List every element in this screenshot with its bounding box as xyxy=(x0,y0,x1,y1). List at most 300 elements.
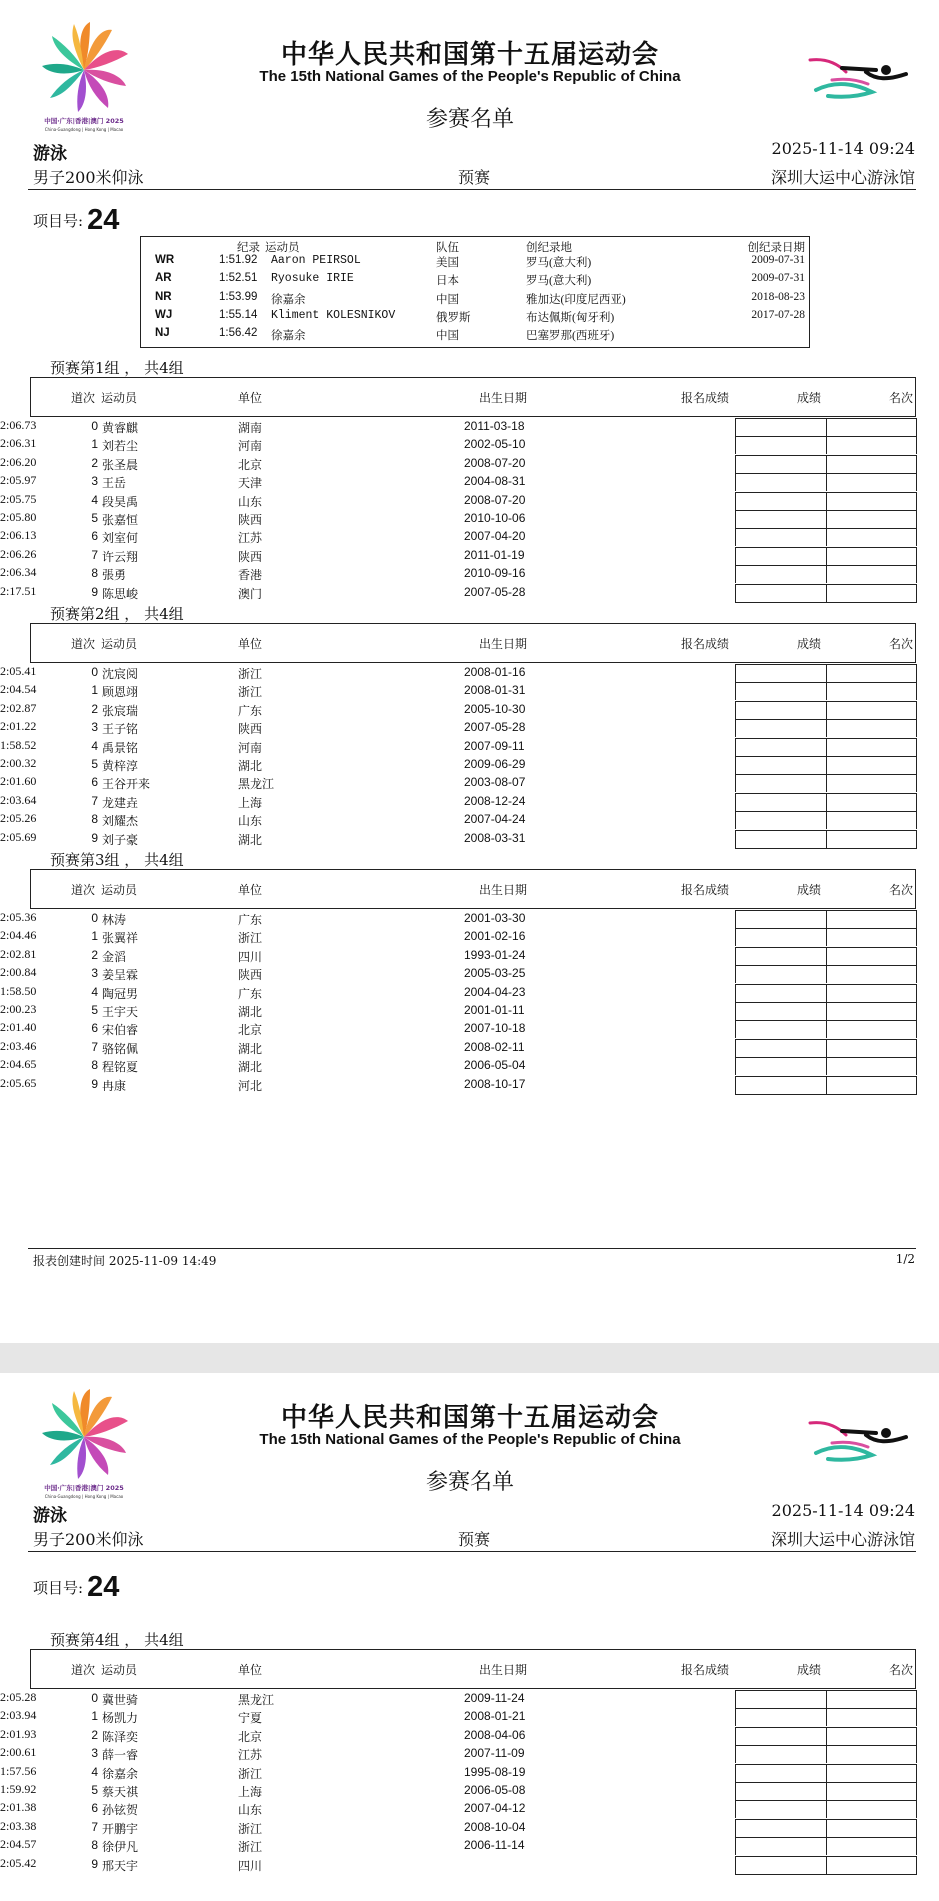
result-cell xyxy=(735,455,827,473)
lane-number: 3 xyxy=(91,474,98,489)
entry-time: 2:04.46 xyxy=(0,928,37,943)
athlete-unit: 广东 xyxy=(238,913,263,927)
athlete-unit: 上海 xyxy=(238,1785,263,1799)
result-cell xyxy=(735,1039,827,1057)
lane-number: 4 xyxy=(91,1764,98,1779)
entry-time: 1:59.92 xyxy=(0,1782,37,1796)
rank-cell xyxy=(826,1039,917,1057)
birth-date: 2007-05-28 xyxy=(464,720,526,735)
birth-date: 2008-02-11 xyxy=(464,1039,525,1054)
table-row xyxy=(0,584,939,603)
result-cell xyxy=(735,1764,827,1782)
table-row xyxy=(0,510,939,529)
entry-time: 2:05.75 xyxy=(0,491,37,506)
entry-time: 2:03.64 xyxy=(0,792,37,807)
games-title-en: The 15th National Games of the People's Republic of China xyxy=(259,68,681,85)
record-place: 罗马(意大利) xyxy=(526,275,592,288)
lane-number: 8 xyxy=(91,1838,98,1853)
rank-cell xyxy=(826,947,917,965)
athlete-unit: 浙江 xyxy=(238,1821,263,1836)
svg-text:China·Guangdong | Hong Kong |: China·Guangdong | Hong Kong | Macao xyxy=(44,127,124,132)
column-header-rank: 名次 xyxy=(889,883,914,897)
athlete-unit: 陕西 xyxy=(238,549,263,564)
phase-label: 预赛 xyxy=(458,168,491,187)
result-cell xyxy=(735,565,827,583)
birth-date: 2003-08-07 xyxy=(464,775,526,790)
column-header-result: 成绩 xyxy=(797,1663,822,1677)
result-cell xyxy=(735,1837,827,1855)
record-time: 1:55.14 xyxy=(219,308,258,321)
result-cell xyxy=(735,528,827,546)
header-divider xyxy=(28,1551,916,1552)
entry-time: 2:05.65 xyxy=(0,1075,37,1090)
rank-cell xyxy=(826,793,917,811)
lane-number: 0 xyxy=(91,911,98,925)
entry-time: 2:06.13 xyxy=(0,528,37,543)
entry-time: 1:58.52 xyxy=(0,737,37,752)
table-row xyxy=(0,1856,939,1875)
rank-cell xyxy=(826,756,917,774)
result-cell xyxy=(735,584,827,603)
birth-date: 2007-04-12 xyxy=(464,1801,526,1816)
athlete-unit: 河南 xyxy=(238,439,263,454)
birth-date: 2005-10-30 xyxy=(464,701,526,716)
athlete-unit: 河南 xyxy=(238,740,263,755)
rank-cell xyxy=(826,682,917,700)
rank-cell xyxy=(826,1764,917,1782)
table-row xyxy=(0,1764,939,1783)
lane-number: 6 xyxy=(91,1021,98,1036)
table-row xyxy=(0,774,939,793)
table-row xyxy=(0,793,939,812)
rank-cell xyxy=(826,1856,917,1875)
result-cell xyxy=(735,1020,827,1038)
lane-number: 6 xyxy=(91,775,98,790)
header-divider xyxy=(28,189,916,190)
athlete-unit: 浙江 xyxy=(238,685,263,700)
result-cell xyxy=(735,1076,827,1095)
birth-date: 2007-04-24 xyxy=(464,812,526,827)
entry-time: 2:01.22 xyxy=(0,719,37,734)
swimming-pictogram-icon xyxy=(806,1413,912,1473)
venue-name: 深圳大运中心游泳馆 xyxy=(770,168,915,187)
table-row xyxy=(0,984,939,1003)
heat-column-header xyxy=(30,623,916,663)
games-title-cn: 中华人民共和国第十五届运动会 xyxy=(280,1403,659,1433)
print-datetime: 2025-11-14 09:24 xyxy=(771,139,915,158)
svg-text:中国·广东|香港|澳门 2025: 中国·广东|香港|澳门 2025 xyxy=(44,1484,124,1492)
records-header-date: 创纪录日期 xyxy=(747,242,805,254)
column-header-rank: 名次 xyxy=(889,391,914,405)
lane-number: 7 xyxy=(91,1819,98,1834)
birth-date: 2008-10-17 xyxy=(464,1076,526,1091)
record-code: NR xyxy=(155,290,172,303)
athlete-unit: 广东 xyxy=(238,986,263,1001)
result-cell xyxy=(735,701,827,719)
athlete-name: 陈泽奕 xyxy=(102,1729,139,1744)
athlete-unit: 山东 xyxy=(238,814,263,829)
result-cell xyxy=(735,719,827,737)
table-row xyxy=(0,455,939,474)
result-cell xyxy=(735,830,827,849)
athlete-unit: 陕西 xyxy=(238,722,263,737)
event-name: 男子200米仰泳 xyxy=(33,168,144,187)
rank-cell xyxy=(826,738,917,756)
record-code: WR xyxy=(155,254,175,266)
heat-column-header xyxy=(30,377,916,417)
result-cell xyxy=(735,947,827,965)
heat-title: 预赛第4组 ， 共4组 xyxy=(50,1631,184,1649)
entry-time: 2:00.84 xyxy=(0,965,37,980)
athlete-unit: 浙江 xyxy=(238,667,263,681)
rank-cell xyxy=(826,1727,917,1745)
record-team: 中国 xyxy=(436,330,459,343)
sport-label: 游泳 xyxy=(33,1506,67,1526)
athlete-unit: 陕西 xyxy=(238,513,263,527)
rank-cell xyxy=(826,664,917,682)
birth-date: 2008-07-20 xyxy=(464,455,526,470)
column-header-unit: 单位 xyxy=(238,1663,263,1677)
birth-date: 2008-01-16 xyxy=(464,665,526,679)
athlete-name: 段昊禹 xyxy=(102,494,139,509)
column-header-dob: 出生日期 xyxy=(479,391,528,405)
birth-date: 2009-11-24 xyxy=(464,1691,525,1705)
lane-number: 4 xyxy=(91,738,98,753)
athlete-unit: 河北 xyxy=(238,1078,263,1093)
athlete-name: 刘若尘 xyxy=(102,439,139,454)
record-row xyxy=(141,254,809,272)
table-row xyxy=(0,830,939,849)
entry-time: 2:06.34 xyxy=(0,565,37,580)
entry-time: 2:01.38 xyxy=(0,1800,37,1815)
athlete-unit: 北京 xyxy=(238,457,263,472)
table-row xyxy=(0,928,939,947)
result-cell xyxy=(735,418,827,436)
event-number: 项目号: 24 xyxy=(33,204,120,236)
athlete-name: 冀世骑 xyxy=(102,1693,139,1707)
lane-number: 9 xyxy=(91,830,98,845)
result-cell xyxy=(735,547,827,565)
birth-date: 2008-01-31 xyxy=(464,683,526,698)
entry-time: 1:57.56 xyxy=(0,1763,37,1778)
athlete-name: 刘耀杰 xyxy=(102,814,139,829)
entry-time: 2:03.94 xyxy=(0,1708,37,1723)
lane-number: 0 xyxy=(91,1691,98,1705)
athlete-name: 金滔 xyxy=(102,949,127,964)
entry-time: 2:00.32 xyxy=(0,756,37,770)
result-cell xyxy=(735,811,827,829)
athlete-name: 禹景铭 xyxy=(102,740,139,755)
lane-number: 1 xyxy=(91,1709,98,1724)
entry-time: 2:01.93 xyxy=(0,1726,37,1741)
rank-cell xyxy=(826,984,917,1002)
column-header-dob: 出生日期 xyxy=(479,1663,528,1677)
athlete-unit: 上海 xyxy=(238,795,263,810)
athlete-unit: 四川 xyxy=(238,949,263,964)
birth-date: 2006-05-08 xyxy=(464,1783,526,1797)
games-logo-icon xyxy=(28,18,140,136)
table-row xyxy=(0,965,939,984)
rank-cell xyxy=(826,910,917,928)
record-code: WJ xyxy=(155,308,173,321)
entry-time: 2:05.36 xyxy=(0,910,37,924)
athlete-unit: 山东 xyxy=(238,1803,263,1818)
column-header-entry: 报名成绩 xyxy=(681,883,730,897)
athlete-unit: 浙江 xyxy=(238,1840,263,1855)
heat-column-header xyxy=(30,1649,916,1689)
athlete-unit: 宁夏 xyxy=(238,1711,263,1726)
rank-cell xyxy=(826,492,917,510)
birth-date: 2008-03-31 xyxy=(464,830,526,845)
record-row xyxy=(141,291,809,309)
column-header-dob: 出生日期 xyxy=(479,637,528,651)
heat-title: 预赛第2组 ， 共4组 xyxy=(50,605,184,623)
table-row xyxy=(0,1020,939,1039)
lane-number: 7 xyxy=(91,547,98,562)
lane-number: 8 xyxy=(91,1058,98,1073)
birth-date: 2010-10-06 xyxy=(464,511,526,525)
birth-date: 2009-06-29 xyxy=(464,757,526,771)
athlete-name: 宋伯睿 xyxy=(102,1023,139,1038)
rank-cell xyxy=(826,1690,917,1708)
birth-date: 2001-02-16 xyxy=(464,929,526,944)
phase-label: 预赛 xyxy=(458,1530,491,1549)
athlete-unit: 北京 xyxy=(238,1023,263,1038)
column-header-result: 成绩 xyxy=(797,391,822,405)
result-cell xyxy=(735,756,827,774)
result-cell xyxy=(735,1856,827,1875)
table-row xyxy=(0,1837,939,1856)
record-time: 1:56.42 xyxy=(219,327,258,340)
athlete-name: 林涛 xyxy=(102,913,127,927)
column-header-lane: 道次 xyxy=(71,637,96,651)
athlete-name: 张宸瑞 xyxy=(102,703,139,718)
lane-number: 5 xyxy=(91,1003,98,1017)
lane-number: 3 xyxy=(91,1746,98,1761)
result-cell xyxy=(735,492,827,510)
result-cell xyxy=(735,1819,827,1837)
lane-number: 5 xyxy=(91,511,98,525)
rank-cell xyxy=(826,965,917,983)
rank-cell xyxy=(826,719,917,737)
entry-time: 2:01.60 xyxy=(0,774,37,789)
athlete-name: 程铭夏 xyxy=(102,1060,139,1075)
athlete-unit: 湖北 xyxy=(238,1041,263,1056)
record-code: NJ xyxy=(155,327,170,340)
table-row xyxy=(0,1057,939,1076)
table-row xyxy=(0,811,939,830)
record-time: 1:53.99 xyxy=(219,290,258,303)
column-header-dob: 出生日期 xyxy=(479,883,528,897)
result-cell xyxy=(735,682,827,700)
entry-time: 2:05.26 xyxy=(0,811,37,826)
column-header-lane: 道次 xyxy=(71,391,96,405)
result-cell xyxy=(735,738,827,756)
column-header-athlete: 运动员 xyxy=(101,391,138,405)
athlete-name: 张嘉恒 xyxy=(102,513,139,527)
athlete-name: 张翼祥 xyxy=(102,931,139,946)
table-row xyxy=(0,1800,939,1819)
athlete-name: 张圣晨 xyxy=(102,457,139,472)
column-header-unit: 单位 xyxy=(238,391,263,405)
lane-number: 2 xyxy=(91,455,98,470)
records-header-place: 创纪录地 xyxy=(526,242,572,254)
games-title-en: The 15th National Games of the People's Republic of China xyxy=(259,1431,681,1448)
rank-cell xyxy=(826,1057,917,1075)
birth-date: 2008-04-06 xyxy=(464,1727,526,1742)
result-cell xyxy=(735,965,827,983)
column-header-rank: 名次 xyxy=(889,637,914,651)
lane-number: 9 xyxy=(91,584,98,599)
lane-number: 2 xyxy=(91,947,98,962)
lane-number: 9 xyxy=(91,1856,98,1871)
table-row xyxy=(0,738,939,757)
entry-time: 2:05.80 xyxy=(0,510,37,524)
birth-date: 2005-03-25 xyxy=(464,966,526,981)
entry-time: 2:06.73 xyxy=(0,418,37,432)
birth-date: 2008-07-20 xyxy=(464,492,526,507)
entry-time: 2:05.97 xyxy=(0,473,37,488)
entry-time: 2:01.40 xyxy=(0,1020,37,1035)
table-row xyxy=(0,547,939,566)
lane-number: 4 xyxy=(91,492,98,507)
document-title: 参赛名单 xyxy=(425,107,514,132)
result-cell xyxy=(735,1745,827,1763)
entry-time: 2:04.57 xyxy=(0,1837,37,1852)
athlete-unit: 陕西 xyxy=(238,968,263,983)
event-name: 男子200米仰泳 xyxy=(33,1530,144,1549)
record-code: AR xyxy=(155,272,172,285)
rank-cell xyxy=(826,1745,917,1763)
athlete-name: 刘子豪 xyxy=(102,832,139,847)
column-header-unit: 单位 xyxy=(238,637,263,651)
result-cell xyxy=(735,1782,827,1800)
entry-time: 2:02.87 xyxy=(0,700,37,715)
rank-cell xyxy=(826,455,917,473)
athlete-name: 邢天宇 xyxy=(102,1858,139,1873)
athlete-name: 顾恩翊 xyxy=(102,685,139,700)
rank-cell xyxy=(826,811,917,829)
report-created-time: 报表创建时间 2025-11-09 14:49 xyxy=(33,1254,217,1268)
athlete-unit: 广东 xyxy=(238,703,263,718)
column-header-result: 成绩 xyxy=(797,883,822,897)
result-cell xyxy=(735,928,827,946)
record-time: 1:51.92 xyxy=(219,254,258,266)
result-cell xyxy=(735,510,827,528)
rank-cell xyxy=(826,584,917,603)
rank-cell xyxy=(826,418,917,436)
games-title-cn: 中华人民共和国第十五届运动会 xyxy=(280,40,659,70)
athlete-name: 陶冠男 xyxy=(102,986,139,1001)
rank-cell xyxy=(826,1819,917,1837)
entry-time: 1:58.50 xyxy=(0,983,37,998)
record-date: 2009-07-31 xyxy=(751,272,805,285)
athlete-name: 刘室何 xyxy=(102,531,139,546)
entry-time: 2:05.42 xyxy=(0,1855,37,1870)
birth-date: 2004-08-31 xyxy=(464,474,526,489)
result-cell xyxy=(735,664,827,682)
records-table xyxy=(140,236,810,348)
table-row xyxy=(0,682,939,701)
athlete-unit: 江苏 xyxy=(238,1748,263,1763)
rank-cell xyxy=(826,1020,917,1038)
athlete-name: 开鹏宇 xyxy=(102,1821,139,1836)
entry-time: 2:05.41 xyxy=(0,664,37,678)
athlete-name: 骆铭佩 xyxy=(102,1041,139,1056)
record-row xyxy=(141,327,809,345)
table-row xyxy=(0,947,939,966)
athlete-unit: 湖北 xyxy=(238,759,263,773)
entry-time: 2:00.61 xyxy=(0,1745,37,1760)
table-row xyxy=(0,664,939,683)
athlete-name: 黄睿麒 xyxy=(102,421,139,435)
footer-divider xyxy=(28,1248,916,1249)
athlete-name: 姜呈霖 xyxy=(102,968,139,983)
result-cell xyxy=(735,1708,827,1726)
entry-time: 2:06.26 xyxy=(0,546,37,561)
athlete-name: 陈思峻 xyxy=(102,586,139,601)
athlete-name: 许云翔 xyxy=(102,549,139,564)
rank-cell xyxy=(826,510,917,528)
record-place: 罗马(意大利) xyxy=(526,257,592,269)
record-athlete: Kliment KOLESNIKOV xyxy=(271,308,396,322)
athlete-unit: 澳门 xyxy=(238,586,263,601)
record-date: 2017-07-28 xyxy=(751,308,805,321)
lane-number: 1 xyxy=(91,683,98,698)
birth-date: 2011-01-19 xyxy=(464,547,525,562)
rank-cell xyxy=(826,565,917,583)
lane-number: 0 xyxy=(91,419,98,433)
birth-date: 2007-10-18 xyxy=(464,1021,526,1036)
table-row xyxy=(0,473,939,492)
record-athlete: Aaron PEIRSOL xyxy=(271,254,361,267)
column-header-entry: 报名成绩 xyxy=(681,1663,730,1677)
column-header-rank: 名次 xyxy=(889,1663,914,1677)
rank-cell xyxy=(826,1837,917,1855)
birth-date: 1995-08-19 xyxy=(464,1764,526,1779)
rank-cell xyxy=(826,1782,917,1800)
record-team: 中国 xyxy=(436,293,459,306)
table-row xyxy=(0,418,939,437)
lane-number: 3 xyxy=(91,966,98,981)
sport-label: 游泳 xyxy=(33,144,67,164)
result-cell xyxy=(735,1800,827,1818)
print-datetime: 2025-11-14 09:24 xyxy=(771,1501,915,1520)
table-row xyxy=(0,1819,939,1838)
rank-cell xyxy=(826,473,917,491)
record-date: 2018-08-23 xyxy=(751,290,805,303)
entry-time: 2:05.28 xyxy=(0,1690,37,1704)
birth-date: 2001-01-11 xyxy=(464,1003,525,1017)
birth-date: 2008-12-24 xyxy=(464,793,526,808)
rank-cell xyxy=(826,774,917,792)
lane-number: 8 xyxy=(91,812,98,827)
rank-cell xyxy=(826,547,917,565)
records-header-team: 队伍 xyxy=(436,242,459,254)
table-row xyxy=(0,1002,939,1021)
table-row xyxy=(0,1690,939,1709)
lane-number: 7 xyxy=(91,793,98,808)
entry-time: 2:06.20 xyxy=(0,454,37,469)
table-row xyxy=(0,565,939,584)
birth-date: 2007-11-09 xyxy=(464,1746,525,1761)
athlete-name: 王岳 xyxy=(102,476,127,491)
lane-number: 6 xyxy=(91,1801,98,1816)
athlete-name: 孙铉贺 xyxy=(102,1803,139,1818)
athlete-name: 王子铭 xyxy=(102,722,139,737)
athlete-unit: 黑龙江 xyxy=(238,1693,275,1707)
entry-time: 2:04.65 xyxy=(0,1057,37,1072)
